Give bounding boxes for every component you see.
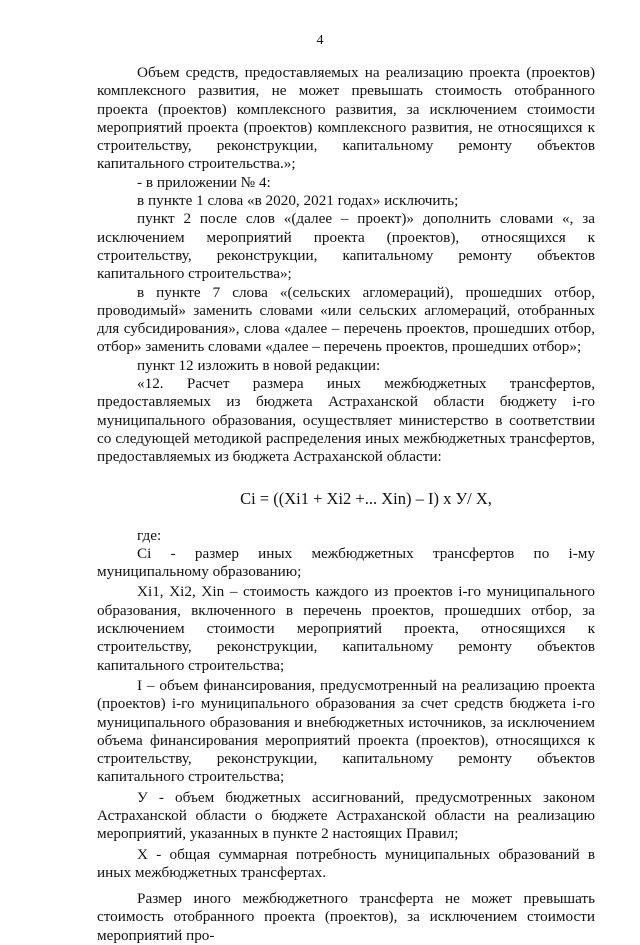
definition-i: I – объем финансирования, предусмотренный на реализацию проекта (проектов) i-го муниципального образования за счет средств бюджета i-го муниципального образования и внебюджетных источников, за исключением объема финансирования мероприятий проекта (проектов), относящихся к строительству, реконструкции, капитальному ремонту объектов капитального строительства; <box>97 676 595 786</box>
definition-xi: Xi1, Xi2, Xin – стоимость каждого из проектов i-го муниципального образования, включенного в перечень проектов, прошедших отбор, за исключением стоимости мероприятий проекта, относящихся к строительству, реконструкции, капитальному ремонту объектов капитального строительства; <box>97 583 595 674</box>
paragraph-item-1: в пункте 1 слова «в 2020, 2021 годах» исключить; <box>137 192 459 210</box>
where-label: где: <box>137 526 162 544</box>
paragraph-item-12-intro: пункт 12 изложить в новой редакции: <box>137 356 381 374</box>
calculation-formula: Ci = ((Xi1 + Xi2 +... Xin) – I) x У/ X, <box>240 488 492 508</box>
definition-ci: Ci - размер иных межбюджетных трансфертов по i-му муниципальному образованию; <box>97 544 595 581</box>
document-body <box>97 64 595 945</box>
page-number: 4 <box>316 33 324 48</box>
definition-y: У - объем бюджетных ассигнований, предусмотренных законом Астраханской области о бюджете Астраханской области на реализацию мероприятий, указанных в пункте 2 настоящих Правил; <box>97 788 595 843</box>
paragraph-volume-of-funds: Объем средств, предоставляемых на реализацию проекта (проектов) комплексного развития, не может превышать стоимость отобранного проекта (проектов) комплексного развития, за исключением стоимости мероприятий проекта (проектов) комплексного развития, не относящихся к строительству, реконструкции, капитальному ремонту объектов капитального строительства.»; <box>97 64 595 173</box>
paragraph-item-7: в пункте 7 слова «(сельских агломераций), прошедших отбор, проводимый» заменить словами «или сельских агломераций, отобранных для субсидирования», слова «далее – перечень проектов, прошедших отбор, отбор» заменить словами «далее – перечень проектов, прошедших отбор»; <box>97 283 595 356</box>
paragraph-transfer-limit: Размер иного межбюджетного трансферта не может превышать стоимость отобранного проекта (проектов), за исключением стоимости мероприятий про- <box>97 890 595 944</box>
paragraph-item-2: пункт 2 после слов «(далее – проект)» дополнить словами «, за исключением мероприятий проекта (проектов), относящихся к строительству, реконструкции, капитальному ремонту объектов капитального строительства»; <box>97 210 595 283</box>
paragraph-appendix-4: - в приложении № 4: <box>137 173 271 191</box>
definition-x: Х - общая суммарная потребность муниципальных образований в иных межбюджетных трансфертах. <box>97 845 595 881</box>
paragraph-item-12-text: «12. Расчет размера иных межбюджетных трансфертов, предоставляемых из бюджета Астраханской области бюджету i-го муниципального образования, осуществляет министерство в соответствии со следующей методикой распределения иных межбюджетных трансфертов, предоставляемых из бюджета Астраханской области: <box>97 375 595 466</box>
